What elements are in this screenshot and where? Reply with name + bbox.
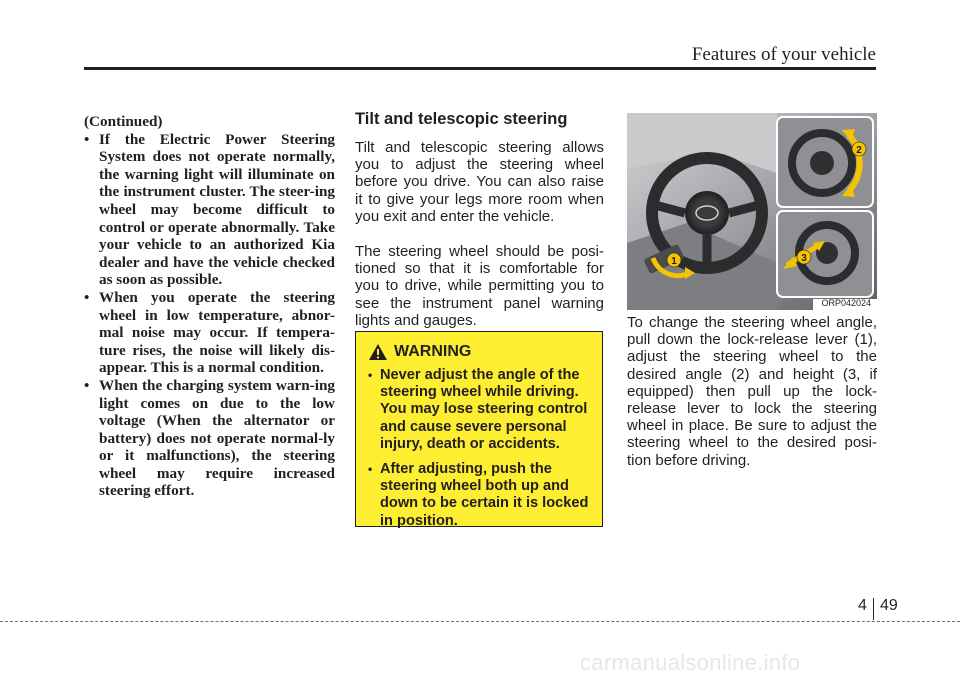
list-item: • When you operate the steering wheel in low temperature, abnor-mal noise may occur. If tempera-ture rises, the noise will likely dis-appear. This is a normal condition. bbox=[84, 289, 335, 377]
figure-code: ORP042024 bbox=[821, 298, 871, 308]
body-paragraph: To change the steering wheel angle, pull down the lock-release lever (1), adjust the steering wheel to the desired angle (2) and height (3, if equipped) then pull up the lock-release lever to lock the steering wheel in place. Be sure to adjust the steering wheel to the desired posi-tion before driving. bbox=[627, 314, 877, 469]
steering-figure bbox=[627, 113, 877, 310]
middle-column bbox=[355, 110, 604, 347]
watermark: carmanualsonline.info bbox=[580, 650, 801, 675]
footer-rule bbox=[0, 621, 960, 622]
warning-list bbox=[368, 367, 596, 538]
body-paragraph: The steering wheel should be posi-tioned so that it is comfortable for you to drive, while permitting you to see the instrument panel warning lights and gauges. bbox=[355, 243, 604, 329]
page-number-divider bbox=[873, 598, 874, 620]
continued-label: (Continued) bbox=[84, 113, 163, 130]
body-paragraph: Tilt and telescopic steering allows you to adjust the steering wheel before you drive. You can also raise it to give your legs more room when you exit and enter the vehicle. bbox=[355, 139, 604, 225]
right-column bbox=[627, 314, 877, 469]
list-item: • When the charging system warn-ing light comes on due to the low voltage (When the alternator or battery) does not operate normal-ly or it malfunctions), the steering wheel may require increased steering effort. bbox=[84, 377, 335, 500]
page-number: 49 bbox=[880, 597, 898, 614]
left-bullet-list bbox=[84, 131, 335, 500]
section-number: 4 bbox=[858, 597, 867, 614]
callout-1: 1 bbox=[671, 256, 677, 267]
callout-3: 3 bbox=[801, 253, 807, 264]
list-item: • After adjusting, push the steering wheel both up and down to be certain it is locked in position. bbox=[368, 461, 596, 530]
list-item: • If the Electric Power Steering System does not operate normally, the warning light will illuminate on the instrument cluster. The steer-ing wheel may become difficult to control or operate abnormally. Take your vehicle to an authorized Kia dealer and have the vehicle checked as soon as possible. bbox=[84, 131, 335, 289]
warning-box bbox=[355, 331, 603, 527]
header-rule bbox=[84, 67, 876, 70]
callout-2: 2 bbox=[856, 145, 862, 156]
running-header: Features of your vehicle bbox=[691, 44, 876, 65]
warning-triangle-icon bbox=[368, 343, 388, 361]
left-column bbox=[84, 113, 335, 500]
warning-title: WARNING bbox=[394, 343, 472, 360]
steering-wheel-illustration bbox=[627, 113, 877, 310]
section-heading: Tilt and telescopic steering bbox=[355, 110, 568, 128]
list-item: • Never adjust the angle of the steering wheel while driving. You may lose steering control and cause severe personal injury, death or accidents. bbox=[368, 367, 596, 453]
warning-title-row bbox=[368, 343, 471, 361]
